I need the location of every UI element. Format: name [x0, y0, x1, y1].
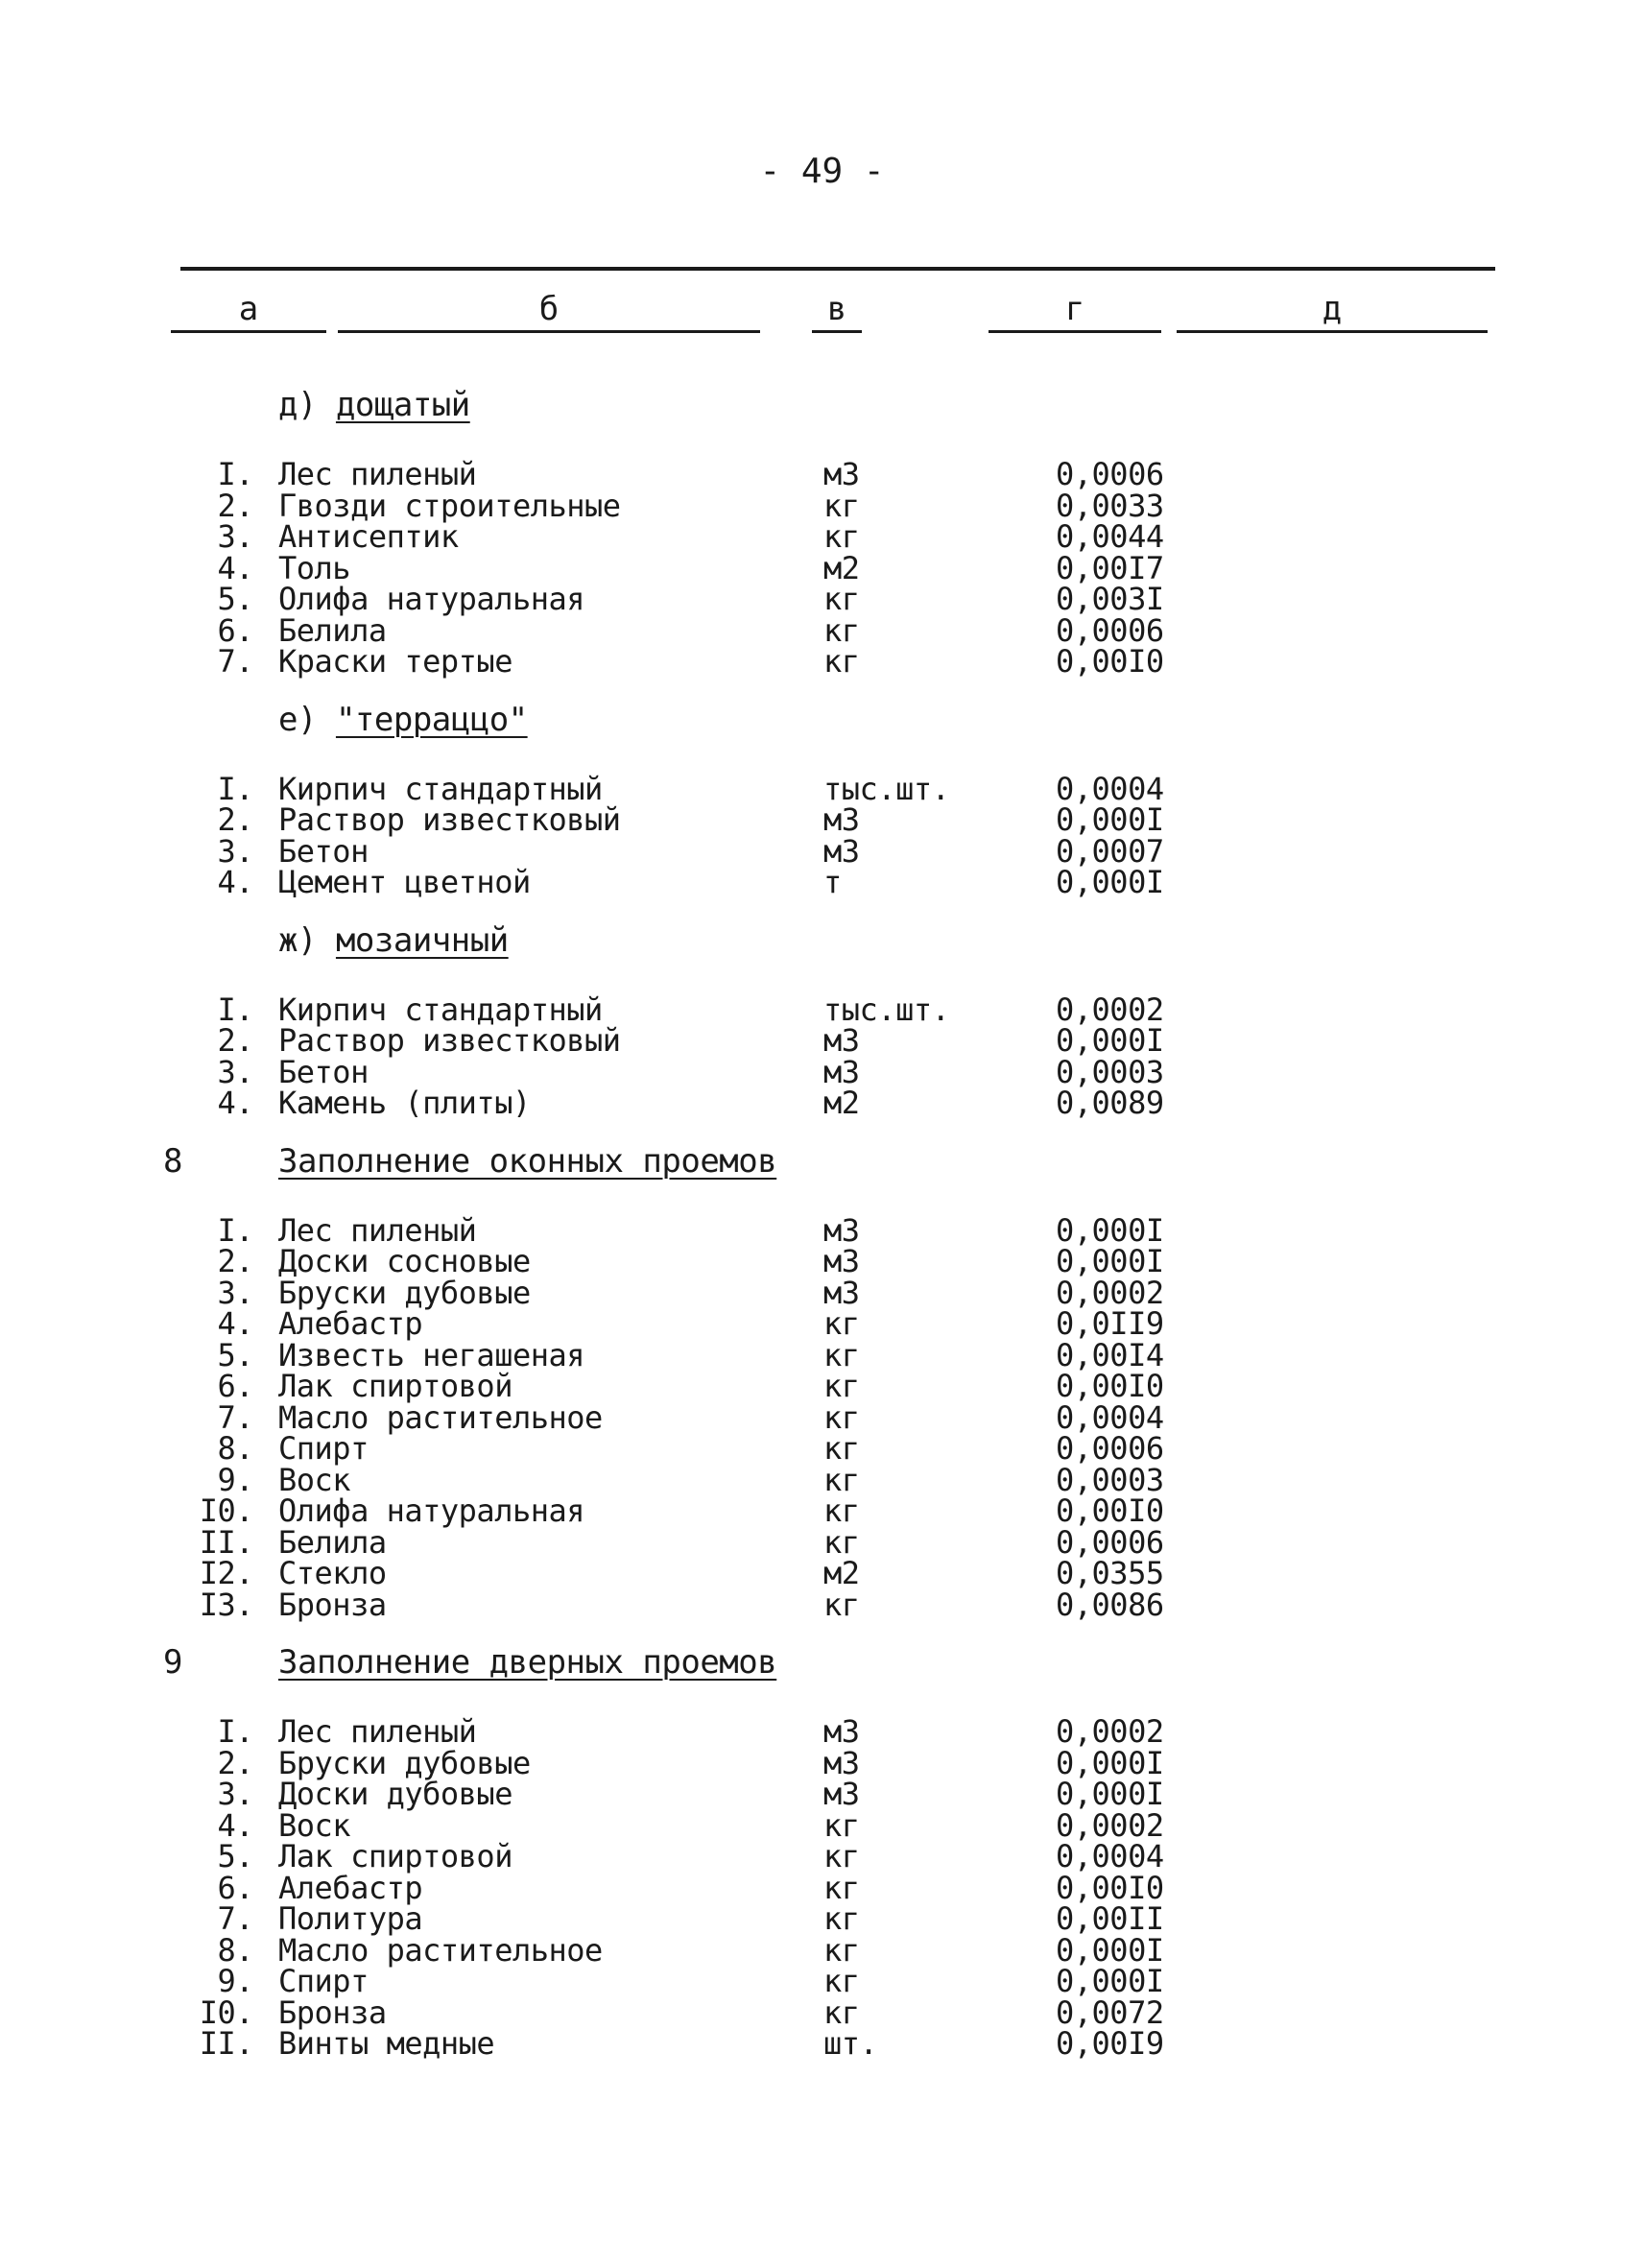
consumption-value: 0,00I0 — [1056, 1492, 1164, 1529]
consumption-value: 0,000I — [1056, 1022, 1164, 1059]
table-row — [0, 801, 1644, 838]
section-heading — [0, 912, 1644, 969]
row-number: 3. — [217, 1053, 253, 1090]
material-name: Олифа натуральная — [278, 581, 585, 617]
table-row — [0, 1368, 1644, 1404]
material-name: Спирт — [278, 1430, 369, 1467]
row-number: I0. — [199, 1492, 253, 1529]
material-name: Воск — [278, 1461, 351, 1498]
unit-of-measure: м2 — [823, 1085, 860, 1121]
unit-of-measure: м3 — [823, 1744, 860, 1781]
material-name: Бетон — [278, 832, 369, 870]
material-name: Спирт — [278, 1963, 369, 1999]
material-name: Лес пиленый — [278, 1713, 477, 1750]
table-row — [0, 1806, 1644, 1844]
table-row — [0, 1713, 1644, 1750]
table-row — [0, 1492, 1644, 1529]
unit-of-measure: кг — [823, 1869, 860, 1906]
row-number: 4. — [217, 549, 253, 586]
row-number: 2. — [217, 1022, 253, 1059]
row-number: 7. — [217, 643, 253, 680]
row-number: I. — [217, 1713, 253, 1750]
unit-of-measure: кг — [823, 1368, 860, 1404]
table-row — [0, 611, 1644, 649]
material-name: Белила — [278, 611, 387, 649]
consumption-value: 0,0044 — [1056, 518, 1164, 555]
table-row — [0, 1430, 1644, 1467]
unit-of-measure: м2 — [823, 1555, 860, 1591]
column-header-d: д — [1177, 288, 1488, 333]
unit-of-measure: м3 — [823, 1274, 860, 1311]
row-number: 6. — [217, 1368, 253, 1404]
unit-of-measure: кг — [823, 1430, 860, 1467]
table-row — [0, 1461, 1644, 1498]
row-number: 4. — [217, 864, 253, 900]
consumption-value: 0,0007 — [1056, 832, 1164, 870]
unit-of-measure: кг — [823, 643, 860, 680]
material-name: Антисептик — [278, 518, 459, 555]
section-title — [278, 912, 509, 969]
table-row — [0, 549, 1644, 586]
section-title-text: Заполнение оконных проемов — [278, 1141, 777, 1181]
row-number: I. — [217, 1211, 253, 1249]
unit-of-measure: кг — [823, 1993, 860, 2031]
material-name: Винты медные — [278, 2025, 495, 2062]
consumption-value: 0,0006 — [1056, 456, 1164, 492]
material-name: Краски тертые — [278, 643, 512, 680]
unit-of-measure: кг — [823, 1806, 860, 1844]
consumption-value: 0,000I — [1056, 864, 1164, 900]
consumption-value: 0,000I — [1056, 1243, 1164, 1279]
material-name: Известь негашеная — [278, 1336, 585, 1373]
consumption-value: 0,0355 — [1056, 1555, 1164, 1591]
unit-of-measure: м3 — [823, 1211, 860, 1249]
table-row — [0, 1087, 1644, 1119]
table-row — [0, 832, 1644, 870]
consumption-value: 0,0089 — [1056, 1085, 1164, 1121]
material-name: Лес пиленый — [278, 456, 477, 492]
section-heading — [0, 1634, 1644, 1691]
consumption-value: 0,00I4 — [1056, 1336, 1164, 1373]
table-row — [0, 487, 1644, 524]
row-number: 7. — [217, 1900, 253, 1937]
section-title — [278, 1133, 776, 1190]
consumption-value: 0,0004 — [1056, 1838, 1164, 1874]
unit-of-measure: кг — [823, 1900, 860, 1937]
table-row — [0, 1931, 1644, 1969]
material-name: Алебастр — [278, 1305, 423, 1342]
section-title-text: мозаичный — [335, 920, 509, 960]
table-row — [0, 1274, 1644, 1311]
section-code: 9 — [163, 1643, 182, 1682]
row-number: 8. — [217, 1931, 253, 1969]
table-row — [0, 1963, 1644, 1999]
row-number: 3. — [217, 1274, 253, 1311]
unit-of-measure: тыс.шт. — [823, 770, 950, 807]
row-number: I3. — [199, 1586, 253, 1623]
row-number: 5. — [217, 1336, 253, 1373]
material-name: Бруски дубовые — [278, 1274, 531, 1311]
unit-of-measure: тыс.шт. — [823, 991, 950, 1028]
material-name: Раствор известковый — [278, 801, 621, 838]
row-number: 9. — [217, 1963, 253, 1999]
material-name: Алебастр — [278, 1869, 423, 1906]
section-title-text: "терраццо" — [335, 700, 528, 739]
material-name: Бронза — [278, 1993, 387, 2031]
row-number: I. — [217, 770, 253, 807]
consumption-value: 0,0002 — [1056, 1806, 1164, 1844]
table-row — [0, 1211, 1644, 1249]
row-number: 5. — [217, 1838, 253, 1874]
table-row — [0, 770, 1644, 807]
row-number: I2. — [199, 1555, 253, 1591]
consumption-value: 0,000I — [1056, 1963, 1164, 1999]
table-row — [0, 991, 1644, 1028]
material-name: Лак спиртовой — [278, 1368, 512, 1404]
unit-of-measure: кг — [823, 1398, 860, 1436]
consumption-value: 0,0002 — [1056, 1274, 1164, 1311]
material-name: Стекло — [278, 1555, 387, 1591]
consumption-value: 0,0033 — [1056, 487, 1164, 524]
unit-of-measure: кг — [823, 487, 860, 524]
consumption-value: 0,000I — [1056, 1744, 1164, 1781]
consumption-value: 0,0072 — [1056, 1993, 1164, 2031]
consumption-value: 0,000I — [1056, 1931, 1164, 1969]
consumption-value: 0,0003 — [1056, 1053, 1164, 1090]
unit-of-measure: кг — [823, 1931, 860, 1969]
table-row — [0, 1744, 1644, 1781]
consumption-value: 0,0003 — [1056, 1461, 1164, 1498]
table-top-rule — [180, 267, 1495, 271]
row-number: 7. — [217, 1398, 253, 1436]
row-number: 3. — [217, 832, 253, 870]
consumption-value: 0,0086 — [1056, 1586, 1164, 1623]
section-heading — [0, 691, 1644, 749]
material-name: Доски сосновые — [278, 1243, 531, 1279]
consumption-value: 0,0002 — [1056, 1713, 1164, 1750]
row-number: I0. — [199, 1993, 253, 2031]
unit-of-measure: м3 — [823, 456, 860, 492]
row-number: 4. — [217, 1085, 253, 1121]
consumption-value: 0,00I0 — [1056, 643, 1164, 680]
column-header-a: а — [171, 288, 326, 333]
table-row — [0, 1993, 1644, 2031]
unit-of-measure: кг — [823, 1586, 860, 1623]
table-row — [0, 1776, 1644, 1812]
consumption-value: 0,003I — [1056, 581, 1164, 617]
section-title — [278, 376, 470, 434]
unit-of-measure: м3 — [823, 832, 860, 870]
unit-of-measure: кг — [823, 611, 860, 649]
material-name: Кирпич стандартный — [278, 991, 603, 1028]
table-row — [0, 1869, 1644, 1906]
section-title-text: дощатый — [335, 386, 470, 424]
unit-of-measure: м3 — [823, 1022, 860, 1059]
consumption-value: 0,00II — [1056, 1900, 1164, 1937]
unit-of-measure: т — [823, 864, 842, 900]
consumption-value: 0,00I9 — [1056, 2025, 1164, 2062]
consumption-value: 0,0004 — [1056, 1398, 1164, 1436]
unit-of-measure: кг — [823, 518, 860, 555]
table-row — [0, 1398, 1644, 1436]
unit-of-measure: кг — [823, 581, 860, 617]
materials-table — [0, 376, 1644, 2060]
table-row — [0, 1900, 1644, 1937]
unit-of-measure: кг — [823, 1461, 860, 1498]
material-name: Толь — [278, 549, 351, 586]
unit-of-measure: кг — [823, 1492, 860, 1529]
table-row — [0, 581, 1644, 617]
consumption-value: 0,0II9 — [1056, 1305, 1164, 1342]
section-prefix: ж) — [278, 920, 317, 960]
row-number: 8. — [217, 1430, 253, 1467]
table-row — [0, 1336, 1644, 1373]
material-name: Политура — [278, 1900, 423, 1937]
row-number: I. — [217, 991, 253, 1028]
material-name: Доски дубовые — [278, 1776, 512, 1812]
row-number: 5. — [217, 581, 253, 617]
row-number: 6. — [217, 611, 253, 649]
row-number: 4. — [217, 1806, 253, 1844]
material-name: Цемент цветной — [278, 864, 531, 900]
unit-of-measure: м3 — [823, 801, 860, 838]
table-row — [0, 518, 1644, 555]
column-header-b: б — [338, 288, 760, 333]
row-number: 2. — [217, 487, 253, 524]
consumption-value: 0,00I7 — [1056, 549, 1164, 586]
section-title — [278, 691, 528, 749]
consumption-value: 0,00I0 — [1056, 1368, 1164, 1404]
unit-of-measure: кг — [823, 1838, 860, 1874]
material-name: Белила — [278, 1523, 387, 1561]
table-row — [0, 1053, 1644, 1090]
row-number: 9. — [217, 1461, 253, 1498]
material-name: Масло растительное — [278, 1398, 603, 1436]
table-row — [0, 1555, 1644, 1591]
consumption-value: 0,0006 — [1056, 611, 1164, 649]
material-name: Воск — [278, 1806, 351, 1844]
section-code: 8 — [163, 1141, 182, 1181]
section-title-text: Заполнение дверных проемов — [278, 1643, 777, 1682]
column-header-g: г — [989, 288, 1161, 333]
table-row — [0, 864, 1644, 900]
material-name: Бетон — [278, 1053, 369, 1090]
material-name: Кирпич стандартный — [278, 770, 603, 807]
material-name: Камень (плиты) — [278, 1085, 531, 1121]
consumption-value: 0,0006 — [1056, 1523, 1164, 1561]
unit-of-measure: кг — [823, 1305, 860, 1342]
section-heading — [0, 376, 1644, 434]
table-row — [0, 1523, 1644, 1561]
column-header-v: в — [812, 288, 862, 333]
row-number: 6. — [217, 1869, 253, 1906]
material-name: Раствор известковый — [278, 1022, 621, 1059]
section-prefix: д) — [278, 386, 317, 424]
unit-of-measure: м3 — [823, 1243, 860, 1279]
consumption-value: 0,0004 — [1056, 770, 1164, 807]
material-name: Лак спиртовой — [278, 1838, 512, 1874]
table-row — [0, 1243, 1644, 1279]
row-number: 3. — [217, 1776, 253, 1812]
unit-of-measure: кг — [823, 1523, 860, 1561]
page-number: - 49 - — [759, 152, 885, 191]
row-number: 2. — [217, 1744, 253, 1781]
unit-of-measure: шт. — [823, 2025, 878, 2062]
consumption-value: 0,0006 — [1056, 1430, 1164, 1467]
table-row — [0, 2025, 1644, 2062]
consumption-value: 0,0002 — [1056, 991, 1164, 1028]
row-number: 3. — [217, 518, 253, 555]
consumption-value: 0,000I — [1056, 1211, 1164, 1249]
material-name: Масло растительное — [278, 1931, 603, 1969]
section-prefix: е) — [278, 700, 317, 739]
material-name: Бронза — [278, 1586, 387, 1623]
unit-of-measure: м3 — [823, 1053, 860, 1090]
section-title — [278, 1634, 776, 1691]
material-name: Олифа натуральная — [278, 1492, 585, 1529]
unit-of-measure: м3 — [823, 1713, 860, 1750]
unit-of-measure: м2 — [823, 549, 860, 586]
row-number: 4. — [217, 1305, 253, 1342]
consumption-value: 0,000I — [1056, 1776, 1164, 1812]
table-row — [0, 456, 1644, 492]
material-name: Гвозди строительные — [278, 487, 621, 524]
table-row — [0, 1838, 1644, 1874]
row-number: I. — [217, 456, 253, 492]
unit-of-measure: м3 — [823, 1776, 860, 1812]
row-number: 2. — [217, 801, 253, 838]
row-number: II. — [199, 2025, 253, 2062]
unit-of-measure: кг — [823, 1963, 860, 1999]
consumption-value: 0,00I0 — [1056, 1869, 1164, 1906]
unit-of-measure: кг — [823, 1336, 860, 1373]
table-row — [0, 1022, 1644, 1059]
table-row — [0, 643, 1644, 680]
row-number: II. — [199, 1523, 253, 1561]
material-name: Бруски дубовые — [278, 1744, 531, 1781]
row-number: 2. — [217, 1243, 253, 1279]
consumption-value: 0,000I — [1056, 801, 1164, 838]
table-row — [0, 1305, 1644, 1342]
table-row — [0, 1586, 1644, 1623]
section-heading — [0, 1133, 1644, 1190]
material-name: Лес пиленый — [278, 1211, 477, 1249]
